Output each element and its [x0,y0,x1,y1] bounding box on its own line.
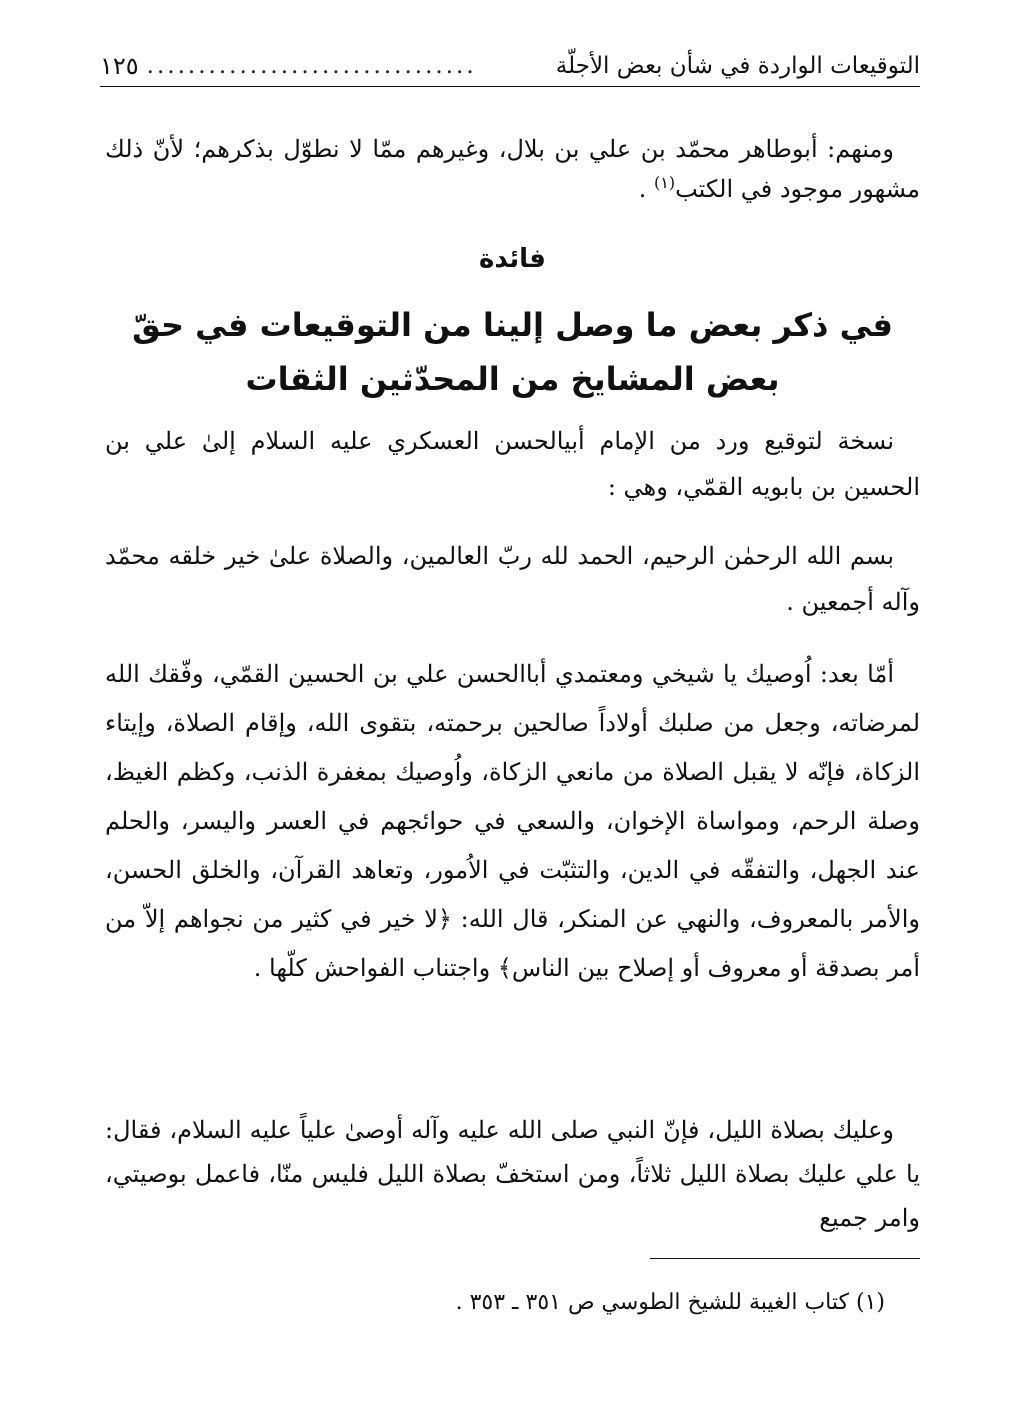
heading-line-2: بعض المشايخ من المحدّثين الثقات [245,360,780,398]
paragraph-tawqi-intro: نسخة لتوقيع ورد من الإمام أبيالحسن العسكري عليه السلام إلىٰ علي بن الحسين بن بابويه القمّي، وهي : [105,427,920,501]
intro-text: ومنهم: أبوطاهر محمّد بن علي بن بلال، وغيرهم ممّا لا نطوّل بذكرهم؛ لأنّ ذلك مشهور موجود في الكتب [105,135,920,203]
section-heading [105,298,920,406]
paragraph-basmala: بسم الله الرحمٰن الرحيم، الحمد لله ربّ العالمين، والصلاة علىٰ خير خلقه محمّد وآله أجمعين . [105,542,920,616]
footnote: (١) كتاب الغيبة للشيخ الطوسي ص ٣٥١ ـ ٣٥٣ . [455,1290,885,1315]
paragraph-advice: أمّا بعد: اُوصيك يا شيخي ومعتمدي أباالحسن علي بن الحسين القمّي، وفّقك الله لمرضاته، وجعل من صلبك أولاداً صالحين برحمته، بتقوى الله، وإقام الصلاة، وإيتاء الزكاة، فإنّه لا يقبل الصلاة من مانعي الزكاة، واُوصيك بمغفرة الذنب، وكظم الغيظ، وصلة الرحم، ومواساة الإخوان، والسعي في حوائجهم في العسر واليسر، والحلم عند الجهل، والتفقّه في الدين، والتثبّت في الاُمور، وتعاهد القرآن، والخلق الحسن، والأمر بالمعروف، والنهي عن المنكر، قال الله: ﴿لا خير في كثير من نجواهم إلاّ من أمر بصدقة أو معروف أو إصلاح بين الناس﴾ واجتناب الفواحش كلّها . [105,660,920,982]
page-number: ١٢٥ [100,52,139,80]
intro-paragraph [105,132,920,206]
intro-end: . [638,175,647,203]
running-header [100,46,920,87]
footnote-divider [650,1258,920,1259]
footnote-reference[interactable]: (١) [654,173,676,192]
section-label: فائدة [479,244,546,274]
heading-line-1: في ذكر بعض ما وصل إلينا من التوقيعات في حقّ [132,306,893,344]
header-dot-leader: ................................ [146,53,477,79]
paragraph-night-prayer: وعليك بصلاة الليل، فإنّ النبي صلى الله عليه وآله أوصىٰ علياً عليه السلام، فقال: يا علي عليك بصلاة الليل ثلاثاً، ومن استخفّ بصلاة الليل فليس منّا، فاعمل بوصيتي، وامر جميع [105,1116,920,1232]
header-title: التوقيعات الواردة في شأن بعض الأجلّة [555,53,920,79]
